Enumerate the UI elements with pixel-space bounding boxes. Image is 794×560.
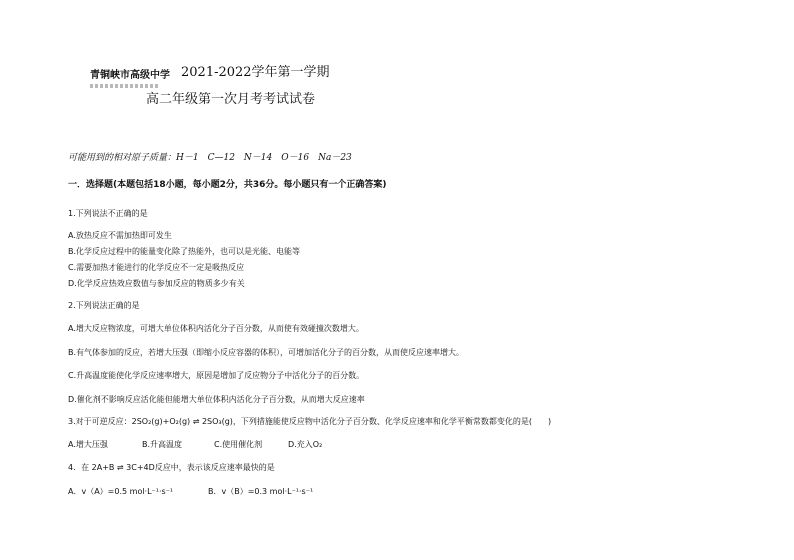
question-2-option-c: C.升高温度能使化学反应速率增大，原因是增加了反应物分子中活化分子的百分数。	[68, 371, 365, 380]
section-heading: 一．选择题(本题包括18小题，每小题2分，共36分。每小题只有一个正确答案)	[68, 180, 387, 190]
question-2-option-d: D.催化剂不影响反应活化能但能增大单位体积内活化分子百分数，从而增大反应速率	[68, 395, 365, 404]
question-4-option-a: A．v（A）=0.5 mol·L⁻¹·s⁻¹	[68, 487, 174, 496]
question-1-option-d: D.化学反应热效应数值与参加反应的物质多少有关	[68, 279, 245, 288]
atomic-masses-line: 可能用到的相对原子质量：H－1 C—12 N－14 O－16 Na－23	[68, 153, 352, 163]
question-1-option-b: B.化学反应过程中的能量变化除了热能外，也可以是光能、电能等	[68, 247, 301, 256]
question-1-option-a: A.放热反应不需加热即可发生	[68, 231, 172, 240]
question-1-stem: 1.下列说法不正确的是	[68, 209, 148, 218]
question-3-option-a: A.增大压强	[68, 440, 108, 449]
question-2-option-a: A.增大反应物浓度，可增大单位体积内活化分子百分数，从而使有效碰撞次数增大。	[68, 324, 364, 333]
question-3-option-d: D.充入O₂	[288, 440, 323, 449]
question-2-stem: 2.下列说法正确的是	[68, 301, 140, 310]
question-1-option-c: C.需要加热才能进行的化学反应不一定是吸热反应	[68, 263, 245, 272]
question-4-option-b: B．v（B）=0.3 mol·L⁻¹·s⁻¹	[208, 487, 314, 496]
question-3-option-c: C.使用催化剂	[214, 440, 263, 449]
question-4-stem: 4．在 2A+B ⇌ 3C+4D反应中，表示该反应速率最快的是	[68, 463, 275, 472]
question-3-option-b: B.升高温度	[142, 440, 183, 449]
school-name: 青铜峡市高级中学	[90, 70, 170, 81]
year-term: 2021-2022学年第一学期	[181, 65, 330, 80]
exam-title: 高二年级第一次月考考试试卷	[146, 92, 316, 107]
question-3-stem: 3.对于可逆反应：2SO₂(g)+O₂(g) ⇌ 2SO₃(g)，下列措施能使反应物中活化分子百分数、化学反应速率和化学平衡常数都变化的是( )	[68, 417, 552, 426]
question-2-option-b: B.有气体参加的反应，若增大压强（即缩小反应容器的体积），可增加活化分子的百分数，从而使反应速率增大。	[68, 348, 465, 357]
